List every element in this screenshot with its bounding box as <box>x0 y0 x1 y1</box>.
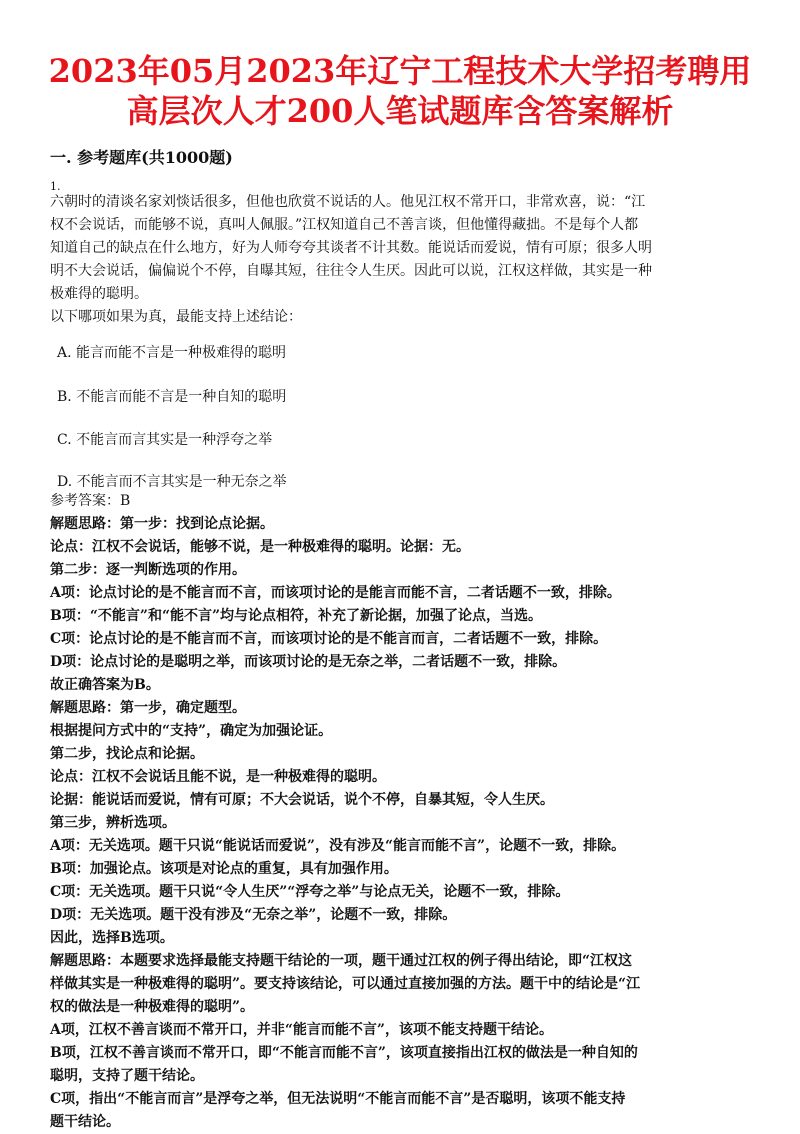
option-a: A. 能言而能不言是一种极难得的聪明 <box>57 345 287 361</box>
answer-line: 因此，选择B选项。 <box>50 930 174 946</box>
stem-line: 知道自己的缺点在什么地方，好为人师夸夸其谈者不计其数。能说话而爱说，情有可原；很多人明 <box>50 240 652 256</box>
answer-line: 论据：能说话而爱说，情有可原；不大会说话，说个不停，自暴其短，令人生厌。 <box>50 792 554 808</box>
answer-line: 题干结论。 <box>50 1114 120 1130</box>
stem-line: 六朝时的清谈名家刘惔话很多，但他也欣赏不说话的人。他见江权不常开口，非常欢喜，说：“江 <box>50 194 646 210</box>
stem-line: 极难得的聪明。 <box>50 286 148 302</box>
stem-line: 明不大会说话，偏偏说个不停，自曝其短，往往令人生厌。因此可以说，江权这样做，其实是一种 <box>50 263 652 279</box>
option-c: C. 不能言而言其实是一种浮夸之举 <box>57 432 273 448</box>
answer-line: B项：加强论点。该项是对论点的重复，具有加强作用。 <box>50 861 398 877</box>
answer-line: 论点：江权不会说话且能不说，是一种极难得的聪明。 <box>50 769 386 785</box>
answer-line: C项：论点讨论的是不能言而不言，而该项讨论的是不能言而言，二者话题不一致，排除。 <box>50 631 608 647</box>
answer-block <box>50 490 762 1134</box>
stem-line: 权不会说话，而能够不说，真叫人佩服。”江权知道自己不善言谈，但他懂得藏拙。不是每个人都 <box>50 217 639 233</box>
answer-line: 论点：江权不会说话，能够不说，是一种极难得的聪明。论据：无。 <box>50 539 470 555</box>
answer-line: 解题思路：本题要求选择最能支持题干结论的一项，题干通过江权的例子得出结论，即“江权这 <box>50 953 633 969</box>
answer-line: C项，指出“不能言而言”是浮夸之举，但无法说明“不能言而能不言”是否聪明，该项不能支持 <box>50 1091 626 1107</box>
answer-line: 第二步：逐一判断选项的作用。 <box>50 562 246 578</box>
option-b: B. 不能言而能不言是一种自知的聪明 <box>57 389 287 405</box>
answer-line: 聪明，支持了题干结论。 <box>50 1068 204 1084</box>
answer-line: 样做其实是一种极难得的聪明”。要支持该结论，可以通过直接加强的方法。题干中的结论是“江 <box>50 976 641 992</box>
question-number: 1. <box>50 180 61 193</box>
answer-line: 第三步，辨析选项。 <box>50 815 176 831</box>
answer-line: B项，江权不善言谈而不常开口，即“不能言而能不言”，该项直接指出江权的做法是一种自知的 <box>50 1045 638 1061</box>
answer-line: D项：无关选项。题干没有涉及“无奈之举”，论题不一致，排除。 <box>50 907 457 923</box>
answer-line: A项：无关选项。题干只说“能说话而爱说”，没有涉及“能言而能不言”，论题不一致，排除。 <box>50 838 626 854</box>
answer-line: 故正确答案为B。 <box>50 677 160 693</box>
answer-line: 根据提问方式中的“支持”，确定为加强论证。 <box>50 723 333 739</box>
answer-line: B项：“不能言”和“能不言”均与论点相符，补充了新论据，加强了论点，当选。 <box>50 608 543 624</box>
answer-line: C项：无关选项。题干只说“令人生厌”“浮夸之举”与论点无关，论题不一致，排除。 <box>50 884 570 900</box>
section-heading: 一. 参考题库(共1000题) <box>50 148 233 167</box>
stem-line: 以下哪项如果为真，最能支持上述结论： <box>50 309 302 325</box>
document-title-line-1: 2023年05月2023年辽宁工程技术大学招考聘用 <box>48 52 752 90</box>
document-title-line-2: 高层次人才200人笔试题库含答案解析 <box>126 92 674 130</box>
answer-line: A项：论点讨论的是不能言而不言，而该项讨论的是能言而能不言，二者话题不一致，排除。 <box>50 585 621 601</box>
answer-label: 参考答案：B <box>50 493 131 509</box>
answer-line: 解题思路：第一步：找到论点论据。 <box>50 516 274 532</box>
answer-line: A项，江权不善言谈而不常开口，并非“能言而能不言”，该项不能支持题干结论。 <box>50 1022 553 1038</box>
answer-line: 第二步，找论点和论据。 <box>50 746 204 762</box>
answer-line: 权的做法是一种极难得的聪明”。 <box>50 999 255 1015</box>
answer-line: D项：论点讨论的是聪明之举，而该项讨论的是无奈之举，二者话题不一致，排除。 <box>50 654 567 670</box>
option-d: D. 不能言而不言其实是一种无奈之举 <box>57 474 287 490</box>
answer-line: 解题思路：第一步，确定题型。 <box>50 700 246 716</box>
question-stem <box>50 191 755 329</box>
